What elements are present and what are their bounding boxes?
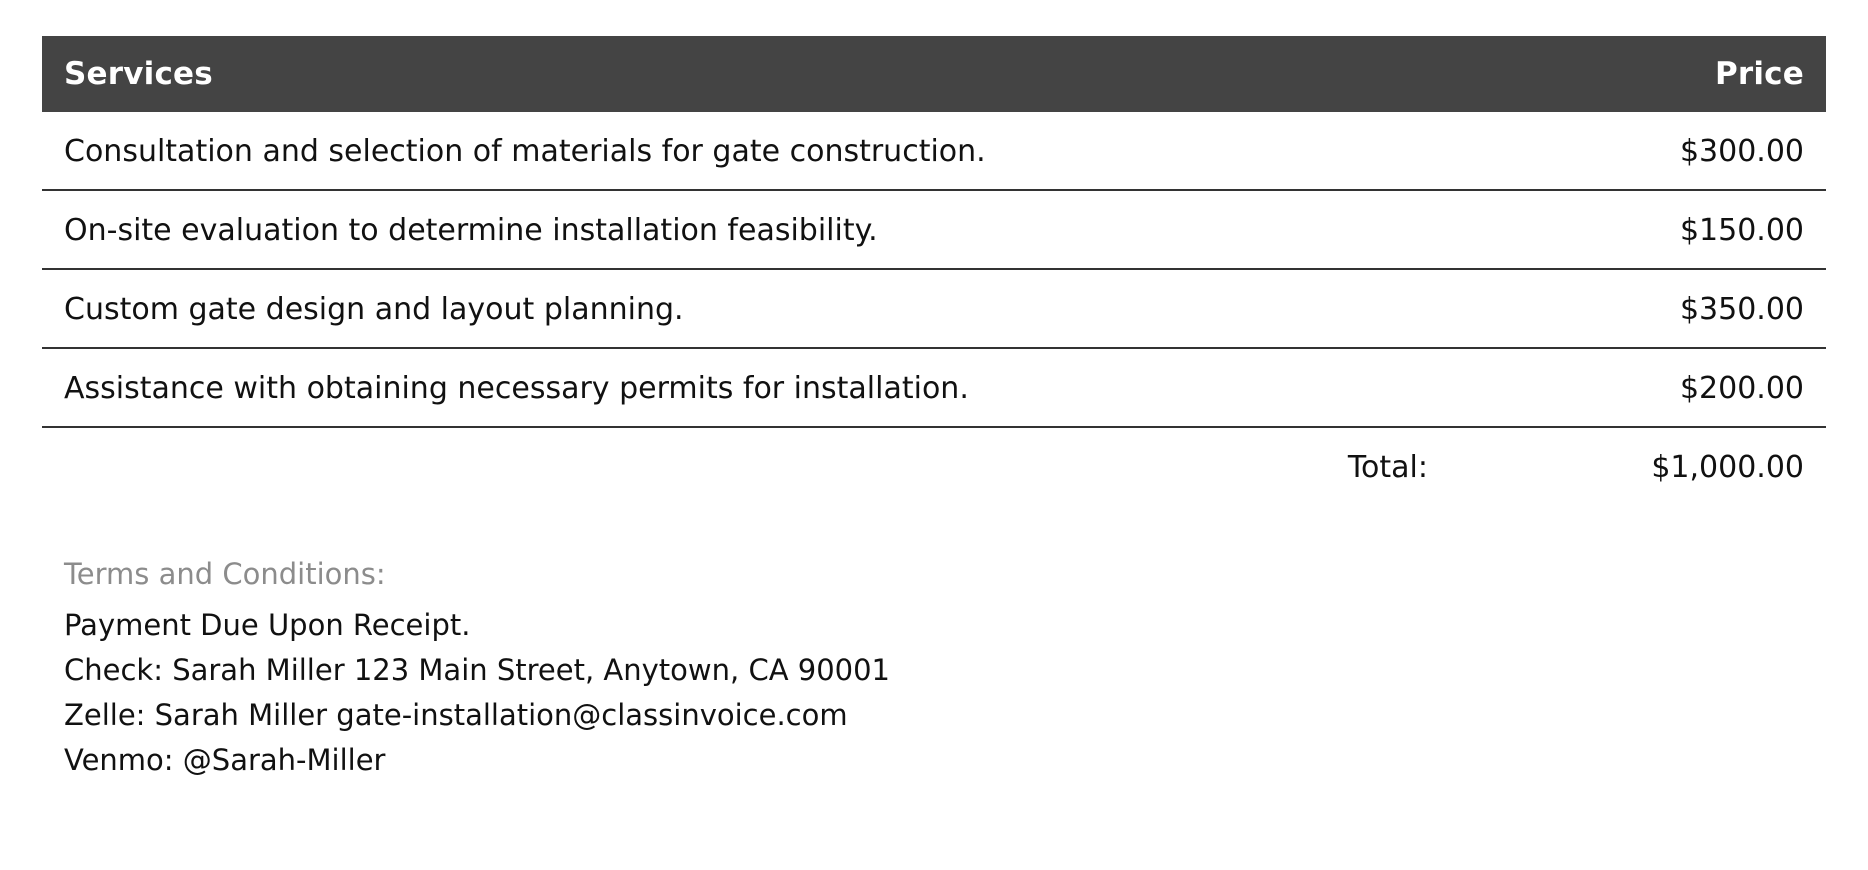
table-body (42, 112, 1826, 505)
terms-line: Zelle: Sarah Miller gate-installation@classinvoice.com (64, 697, 848, 732)
service-description: Custom gate design and layout planning. (42, 269, 1462, 348)
table-row (42, 348, 1826, 427)
service-price: $150.00 (1462, 190, 1826, 269)
service-price: $300.00 (1462, 112, 1826, 190)
terms-line: Payment Due Upon Receipt. (64, 608, 471, 642)
table-row (42, 112, 1826, 190)
total-label: Total: (1347, 450, 1428, 485)
service-description: On-site evaluation to determine installation feasibility. (42, 190, 1462, 269)
service-description: Consultation and selection of materials for gate construction. (42, 112, 1462, 190)
table-header (42, 36, 1826, 112)
service-description: Assistance with obtaining necessary permits for installation. (42, 348, 1462, 427)
service-price: $350.00 (1462, 269, 1826, 348)
column-header-price: Price (1462, 36, 1826, 112)
column-header-services: Services (42, 36, 1462, 112)
table-row (42, 190, 1826, 269)
total-value: $1,000.00 (1651, 450, 1804, 485)
terms-and-conditions (42, 557, 1826, 783)
terms-heading: Terms and Conditions: (64, 557, 386, 591)
table-total-row (42, 427, 1826, 505)
service-price: $200.00 (1462, 348, 1826, 427)
table-row (42, 269, 1826, 348)
services-table (42, 36, 1826, 505)
table-header-row (42, 36, 1826, 112)
terms-line: Venmo: @Sarah-Miller (64, 742, 386, 777)
terms-line: Check: Sarah Miller 123 Main Street, Anytown, CA 90001 (64, 652, 891, 687)
